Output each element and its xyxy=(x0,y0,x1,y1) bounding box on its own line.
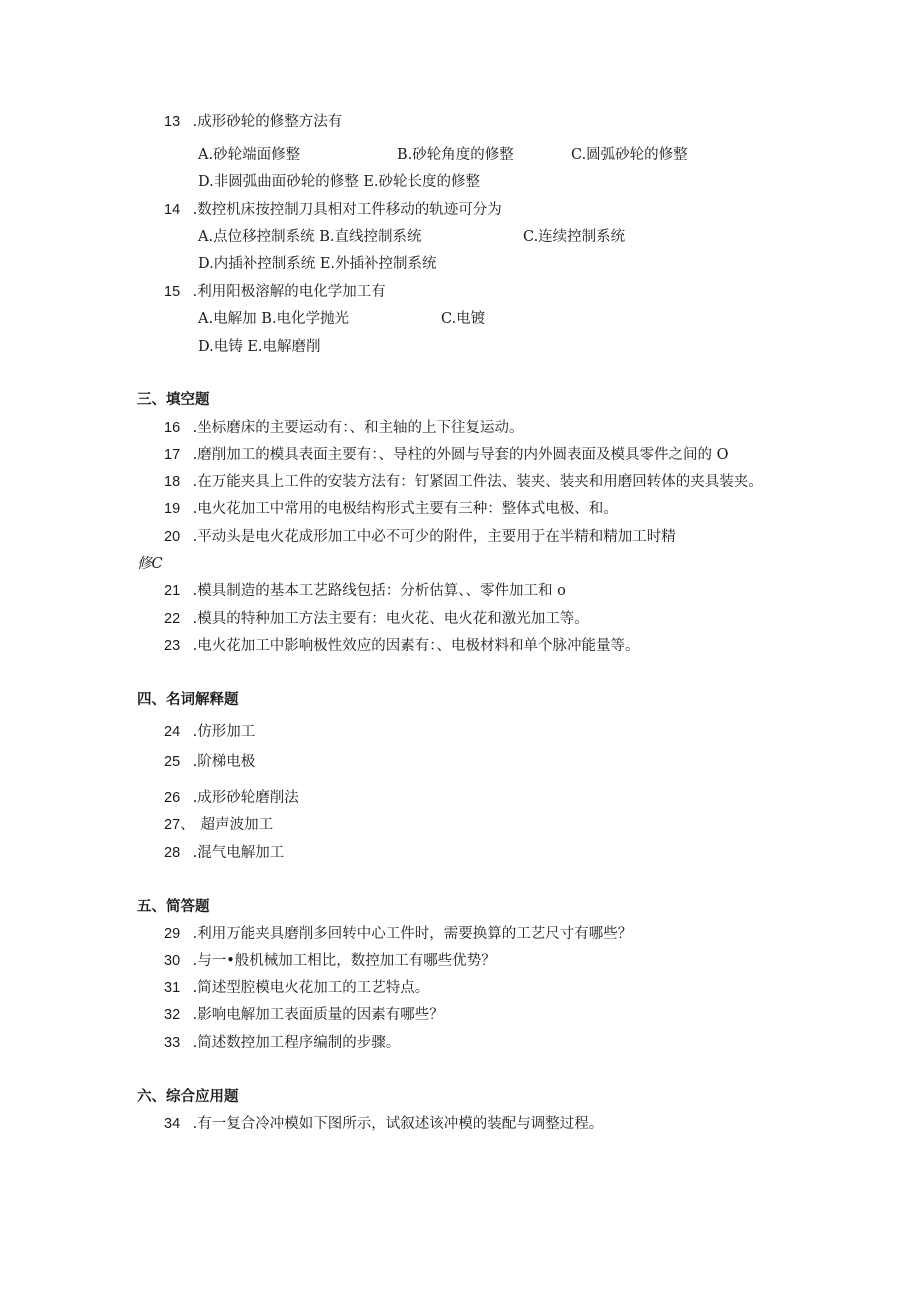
question-number: 14 xyxy=(164,202,181,218)
question-number: 31 xyxy=(164,980,181,996)
question-number: 13 xyxy=(164,114,181,130)
question-number: 26 xyxy=(164,790,181,806)
question-28 xyxy=(164,844,284,862)
question-text: .数控机床按控制刀具相对工件移动的轨迹可分为 xyxy=(192,202,502,218)
question-18 xyxy=(164,473,763,491)
question-text: .平动头是电火花成形加工中必不可少的附件，主要用于在半精和精加工时精 xyxy=(192,529,676,545)
question-text: 超声波加工 xyxy=(200,817,274,833)
question-15 xyxy=(164,283,386,301)
question-text: .影响电解加工表面质量的因素有哪些？ xyxy=(192,1007,444,1023)
question-text: .与一•般机械加工相比，数控加工有哪些优势？ xyxy=(192,953,496,969)
question-30 xyxy=(164,952,496,970)
q13-option-de: D.非圆弧曲面砂轮的修整 E.砂轮长度的修整 xyxy=(198,174,481,190)
question-20-continuation: 修C xyxy=(137,556,163,572)
question-number: 23 xyxy=(164,638,181,654)
question-text: .在万能夹具上工件的安装方法有：钉紧固工件法、装夹、装夹和用磨回转体的夹具装夹。 xyxy=(192,474,763,490)
q13-option-c: C.圆弧砂轮的修整 xyxy=(571,147,688,163)
question-text: .简述数控加工程序编制的步骤。 xyxy=(192,1035,401,1051)
section-heading-term-definitions: 四、名词解释题 xyxy=(137,692,239,708)
question-number: 33 xyxy=(164,1035,181,1051)
q14-option-ab: A.点位移控制系统 B.直线控制系统 xyxy=(198,229,422,245)
question-number: 24 xyxy=(164,724,181,740)
question-34 xyxy=(164,1115,603,1133)
question-text: .混气电解加工 xyxy=(192,845,285,861)
question-17 xyxy=(164,446,728,464)
question-20 xyxy=(164,528,676,546)
q15-option-ab: A.电解加 B.电化学抛光 xyxy=(198,311,349,327)
section-heading-applied: 六、综合应用题 xyxy=(137,1089,239,1105)
question-number: 30 xyxy=(164,953,181,969)
question-21 xyxy=(164,582,566,600)
question-text: .仿形加工 xyxy=(192,724,256,740)
question-text: .阶梯电极 xyxy=(192,754,256,770)
question-27 xyxy=(164,816,273,834)
question-33 xyxy=(164,1034,400,1052)
q13-option-a: A.砂轮端面修整 xyxy=(198,147,301,163)
question-number: 25 xyxy=(164,754,181,770)
question-22 xyxy=(164,610,589,628)
question-text: .成形砂轮磨削法 xyxy=(192,790,299,806)
question-text: .模具的特种加工方法主要有：电火花、电火花和激光加工等。 xyxy=(192,611,589,627)
question-26 xyxy=(164,789,299,807)
question-text: .坐标磨床的主要运动有：、和主轴的上下往复运动。 xyxy=(192,420,524,436)
q15-option-de: D.电铸 E.电解磨削 xyxy=(198,339,321,355)
question-text: .利用阳极溶解的电化学加工有 xyxy=(192,284,386,300)
question-16 xyxy=(164,419,523,437)
question-32 xyxy=(164,1006,444,1024)
question-text: .磨削加工的模具表面主要有：、导柱的外圆与导套的内外圆表面及模具零件之间的 O xyxy=(192,447,729,463)
question-number: 32 xyxy=(164,1007,181,1023)
section-heading-fill-in: 三、填空题 xyxy=(137,392,210,408)
question-number: 15 xyxy=(164,284,181,300)
question-24 xyxy=(164,723,255,741)
section-heading-short-answer: 五、简答题 xyxy=(137,899,210,915)
question-31 xyxy=(164,979,429,997)
question-text: .利用万能夹具磨削多回转中心工件时，需要换算的工艺尺寸有哪些？ xyxy=(192,926,633,942)
question-number: 20 xyxy=(164,529,181,545)
question-14 xyxy=(164,201,502,219)
question-number: 34 xyxy=(164,1116,181,1132)
q15-option-c: C.电镀 xyxy=(441,311,486,327)
question-number: 19 xyxy=(164,501,181,517)
question-number: 29 xyxy=(164,926,181,942)
q14-option-c: C.连续控制系统 xyxy=(523,229,626,245)
question-number: 22 xyxy=(164,611,181,627)
question-text: .成形砂轮的修整方法有 xyxy=(192,114,343,130)
q14-option-de: D.内插补控制系统 E.外插补控制系统 xyxy=(198,256,437,272)
question-text: .模具制造的基本工艺路线包括：分析估算、、零件加工和 o xyxy=(192,583,566,599)
question-number: 18 xyxy=(164,474,181,490)
question-19 xyxy=(164,500,618,518)
question-number: 16 xyxy=(164,420,181,436)
question-25 xyxy=(164,753,255,771)
question-number: 28 xyxy=(164,845,181,861)
question-13 xyxy=(164,113,342,131)
question-number: 27、 xyxy=(164,817,195,833)
question-number: 21 xyxy=(164,583,181,599)
question-text: .有一复合冷冲模如下图所示，试叙述该冲模的装配与调整过程。 xyxy=(192,1116,604,1132)
question-text: .简述型腔模电火花加工的工艺特点。 xyxy=(192,980,430,996)
question-number: 17 xyxy=(164,447,181,463)
q13-option-b: B.砂轮角度的修整 xyxy=(397,147,514,163)
question-text: .电火花加工中常用的电极结构形式主要有三种：整体式电极、和。 xyxy=(192,501,618,517)
question-text: .电火花加工中影响极性效应的因素有：、电极材料和单个脉冲能量等。 xyxy=(192,638,640,654)
question-23 xyxy=(164,637,639,655)
question-29 xyxy=(164,925,632,943)
